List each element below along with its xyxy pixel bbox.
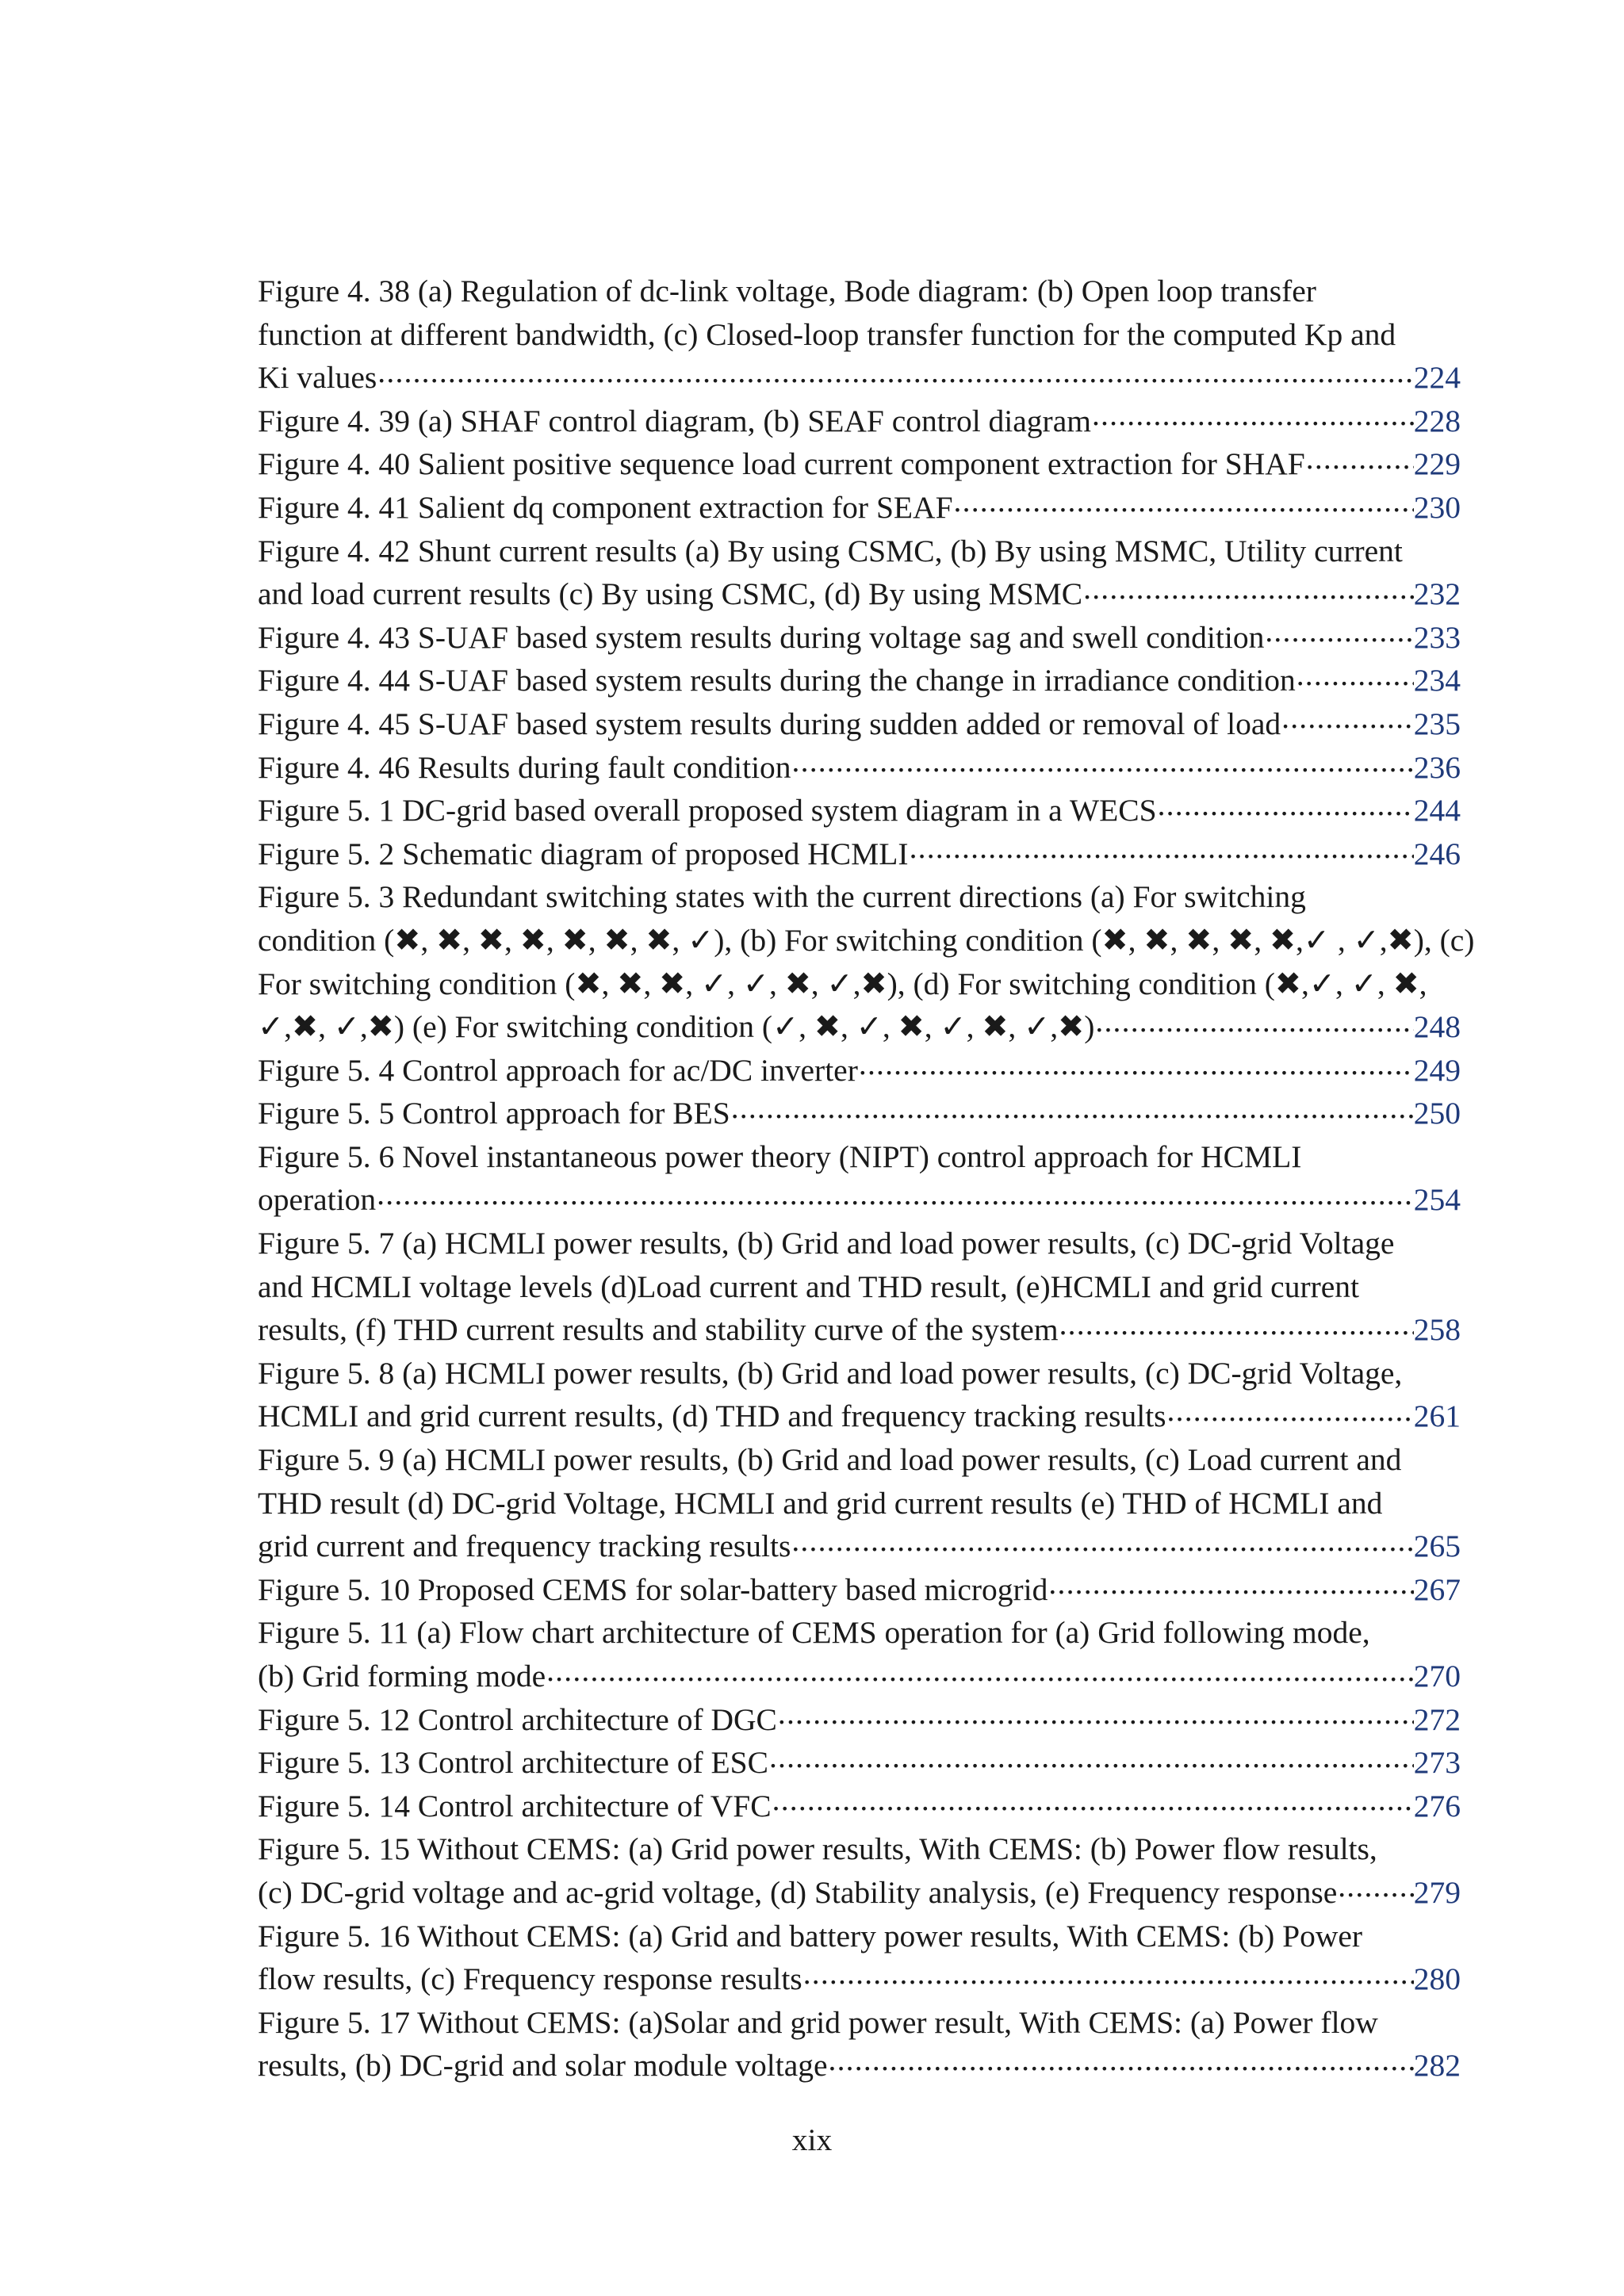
toc-entry[interactable] [258,1049,1461,1093]
toc-entry-line [258,1482,1461,1525]
toc-entry-title-text: Figure 4. 38 (a) Regulation of dc-link voltage, Bode diagram: (b) Open loop transfer [258,274,1316,308]
toc-entry-line [258,962,1461,1006]
dot-leader [546,1655,1414,1687]
toc-page-link[interactable]: 265 [1413,1529,1461,1564]
dot-leader [1157,790,1414,821]
toc-entry-title-text: Figure 4. 46 Results during fault condition [258,749,791,785]
toc-entry[interactable] [258,270,1461,400]
toc-entry-line [258,1049,1461,1093]
toc-entry-line [258,1655,1461,1698]
dot-leader [1091,400,1414,431]
toc-entry-title-text: function at different bandwidth, (c) Closed-loop transfer function for the computed Kp and [258,316,1396,352]
toc-page-link[interactable]: 244 [1413,793,1461,828]
toc-entry[interactable] [258,1092,1461,1135]
toc-page-link[interactable]: 230 [1413,489,1461,525]
toc-entry-line [258,356,1461,400]
toc-entry-line [258,530,1461,573]
toc-entry-line [258,1005,1461,1049]
toc-entry[interactable] [258,1222,1461,1352]
toc-page-link[interactable]: 282 [1413,2048,1461,2084]
dot-leader [828,2045,1414,2076]
toc-entry-title-text: grid current and frequency tracking results [258,1529,791,1564]
toc-entry-title-text: Figure 5. 1 DC-grid based overall proposed system diagram in a WECS [258,793,1157,828]
dot-leader [777,1698,1414,1730]
toc-page-link[interactable]: 267 [1413,1571,1461,1607]
dot-leader [377,357,1413,388]
toc-entry[interactable] [258,659,1461,702]
toc-entry-title-text: results, (b) DC-grid and solar module voltage [258,2048,828,2084]
toc-entry-title-text: and load current results (c) By using CSMC, (d) By using MSMC [258,576,1083,612]
toc-entry[interactable] [258,1438,1461,1568]
toc-entry[interactable] [258,442,1461,486]
toc-entry-title-text: and HCMLI voltage levels (d)Load current and THD result, (e)HCMLI and grid current [258,1269,1360,1304]
toc-entry-title-text: Figure 5. 16 Without CEMS: (a) Grid and battery power results, With CEMS: (b) Power [258,1918,1363,1954]
toc-entry-line [258,486,1461,530]
dot-leader [953,486,1414,518]
toc-entry-line [258,2001,1461,2045]
toc-entry-line [258,1698,1461,1742]
toc-entry-title-text: Figure 4. 41 Salient dq component extraction for SEAF [258,489,953,525]
toc-entry-title-text: (b) Grid forming mode [258,1659,546,1693]
toc-page-link[interactable]: 270 [1413,1659,1461,1693]
toc-entry-title-text: Figure 5. 9 (a) HCMLI power results, (b) Grid and load power results, (c) Load current and [258,1442,1402,1478]
toc-entry-line [258,1178,1461,1222]
toc-entry[interactable] [258,789,1461,832]
toc-entry-line [258,1957,1461,2001]
toc-entry-title-text: Figure 4. 44 S-UAF based system results during the change in irradiance condition [258,663,1296,698]
dot-leader [909,832,1414,864]
toc-entry-title-text: Figure 4. 40 Salient positive sequence load current component extraction for SHAF [258,446,1305,482]
dot-leader [1094,1006,1413,1038]
toc-entry-title-text: Figure 4. 42 Shunt current results (a) By using CSMC, (b) By using MSMC, Utility current [258,533,1403,568]
toc-page-link[interactable]: 233 [1413,619,1461,655]
toc-entry-line [258,1092,1461,1135]
toc-entry[interactable] [258,1915,1461,2001]
dot-leader [772,1785,1414,1816]
toc-entry-line [258,1222,1461,1265]
dot-leader [768,1742,1414,1774]
toc-entry-line [258,1308,1461,1352]
toc-entry-line [258,616,1461,660]
dot-leader [376,1179,1414,1211]
toc-entry-title-text: HCMLI and grid current results, (d) THD and frequency tracking results [258,1399,1166,1434]
toc-page-link[interactable]: 229 [1413,446,1461,482]
toc-entry[interactable] [258,1135,1461,1222]
toc-entry-title-text: Figure 5. 7 (a) HCMLI power results, (b) Grid and load power results, (c) DC-grid Voltage [258,1226,1395,1261]
toc-entry-title-text: ✓,✖, ✓,✖) (e) For switching condition (✓, ✖, ✓, ✖, ✓, ✖, ✓,✖) [258,1009,1095,1045]
dot-leader [791,746,1414,778]
toc-entry[interactable] [258,1352,1461,1438]
toc-entry-title-text: Figure 5. 10 Proposed CEMS for solar-battery based microgrid [258,1571,1048,1607]
toc-entry-line [258,270,1461,313]
dot-leader [1082,573,1414,605]
toc-entry-line [258,659,1461,702]
toc-page-link[interactable]: 249 [1413,1052,1461,1088]
toc-entry-title-text: Figure 5. 15 Without CEMS: (a) Grid power results, With CEMS: (b) Power flow results, [258,1831,1377,1867]
toc-entry-line [258,702,1461,746]
list-of-figures [258,270,1475,2087]
toc-entry-title-text: Figure 5. 13 Control architecture of ESC [258,1745,768,1781]
toc-entry-title-text: condition (✖, ✖, ✖, ✖, ✖, ✖, ✖, ✓), (b) For switching condition (✖, ✖, ✖, ✖, ✖,✓ , ✓,✖), (c) [258,922,1475,958]
toc-entry[interactable] [258,702,1461,746]
toc-entry-line [258,1395,1461,1438]
dot-leader [802,1958,1414,1990]
toc-entry-line [258,746,1461,790]
toc-page-link[interactable]: 248 [1413,1009,1461,1045]
toc-entry-title-text: Figure 4. 45 S-UAF based system results during sudden added or removal of load [258,706,1281,741]
toc-entry-title-text: Ki values [258,360,377,396]
toc-entry-title-text: THD result (d) DC-grid Voltage, HCMLI and grid current results (e) THD of HCMLI and [258,1485,1383,1521]
toc-entry-line [258,1352,1461,1395]
toc-entry-line [258,1785,1461,1828]
toc-page-link[interactable]: 232 [1413,576,1461,612]
toc-entry[interactable] [258,875,1475,1048]
toc-page-link[interactable]: 250 [1413,1096,1461,1131]
toc-entry-line [258,832,1461,876]
toc-page-link[interactable]: 261 [1413,1399,1461,1434]
toc-entry-line [258,1135,1461,1179]
dot-leader [858,1049,1414,1081]
toc-entry-title-text: Figure 5. 3 Redundant switching states with the current directions (a) For switching [258,879,1306,915]
dot-leader [791,1525,1413,1557]
toc-entry-title-text: Figure 4. 39 (a) SHAF control diagram, (b) SEAF control diagram [258,403,1091,438]
toc-page-link[interactable]: 228 [1413,403,1461,438]
dot-leader [1048,1568,1413,1600]
dot-leader [1305,443,1414,475]
toc-entry[interactable] [258,832,1461,876]
dot-leader [1166,1395,1414,1427]
toc-entry[interactable] [258,486,1461,530]
toc-entry-title-text: Figure 5. 17 Without CEMS: (a)Solar and grid power result, With CEMS: (a) Power flow [258,2004,1378,2040]
toc-entry-title-text: Figure 5. 2 Schematic diagram of proposed HCMLI [258,836,909,871]
toc-page-link[interactable]: 279 [1413,1874,1461,1910]
toc-entry-line [258,1525,1461,1568]
toc-entry-line [258,1827,1461,1871]
dot-leader [730,1093,1414,1124]
toc-entry-line [258,1741,1461,1785]
toc-entry-line [258,400,1461,443]
toc-page-link[interactable]: 254 [1413,1182,1461,1218]
toc-entry-line [258,572,1461,616]
toc-page-link[interactable]: 280 [1413,1961,1461,1997]
toc-page-link[interactable]: 236 [1413,749,1461,785]
toc-entry-title-text: Figure 5. 11 (a) Flow chart architecture of CEMS operation for (a) Grid following mode, [258,1615,1370,1651]
toc-entry-title-text: Figure 5. 8 (a) HCMLI power results, (b) Grid and load power results, (c) DC-grid Voltage, [258,1355,1403,1391]
toc-entry[interactable] [258,1741,1461,1785]
toc-entry-title-text: (c) DC-grid voltage and ac-grid voltage, (d) Stability analysis, (e) Frequency response [258,1874,1338,1910]
toc-entry-title-text: Figure 5. 4 Control approach for ac/DC inverter [258,1052,858,1088]
toc-entry[interactable] [258,2001,1461,2087]
toc-page-link[interactable]: 246 [1413,836,1461,871]
toc-entry-line [258,1611,1461,1655]
toc-entry-title-text: operation [258,1182,377,1218]
toc-entry-line [258,1915,1461,1958]
toc-entry-title-text: Figure 5. 5 Control approach for BES [258,1096,730,1131]
toc-entry-title-text: Figure 5. 12 Control architecture of DGC [258,1701,777,1737]
toc-page-link[interactable]: 224 [1413,360,1461,396]
toc-entry[interactable] [258,1611,1461,1697]
toc-page-link[interactable]: 272 [1413,1701,1461,1737]
page-number: xix [791,2122,833,2157]
toc-entry-line [258,1568,1461,1612]
toc-entry-title-text: Figure 4. 43 S-UAF based system results during voltage sag and swell condition [258,619,1265,655]
toc-page-link[interactable]: 276 [1413,1788,1461,1823]
toc-entry-line [258,875,1461,919]
toc-entry-title-text: results, (f) THD current results and stability curve of the system [258,1312,1059,1348]
toc-entry[interactable] [258,530,1461,616]
toc-entry-line [258,1438,1461,1482]
toc-entry[interactable] [258,1785,1461,1828]
dot-leader [1337,1871,1414,1903]
toc-entry[interactable] [258,616,1461,660]
toc-entry-title-text: Figure 5. 14 Control architecture of VFC [258,1788,772,1823]
toc-page-link[interactable]: 234 [1413,663,1461,698]
toc-entry[interactable] [258,1827,1461,1914]
toc-entry-line [258,919,1475,962]
toc-entry-title-text: Figure 5. 6 Novel instantaneous power theory (NIPT) control approach for HCMLI [258,1138,1302,1174]
toc-entry-line [258,2044,1461,2087]
toc-entry-title-text: For switching condition (✖, ✖, ✖, ✓, ✓, ✖, ✓,✖), (d) For switching condition (✖,✓, ✓, ✖, [258,966,1427,1001]
toc-entry-title-text: flow results, (c) Frequency response results [258,1961,802,1997]
toc-page-link[interactable]: 235 [1413,706,1461,741]
toc-entry-line [258,313,1461,357]
toc-entry[interactable] [258,1698,1461,1742]
toc-entry[interactable] [258,1568,1461,1612]
dot-leader [1264,616,1413,648]
toc-entry-line [258,1871,1461,1915]
toc-entry-line [258,1265,1461,1309]
toc-page-link[interactable]: 258 [1413,1312,1461,1348]
toc-entry-line [258,442,1461,486]
toc-entry[interactable] [258,400,1461,443]
dot-leader [1059,1309,1414,1341]
toc-page-link[interactable]: 273 [1413,1745,1461,1781]
dot-leader [1296,660,1414,691]
toc-entry[interactable] [258,746,1461,790]
toc-entry-line [258,789,1461,832]
dot-leader [1281,702,1414,734]
